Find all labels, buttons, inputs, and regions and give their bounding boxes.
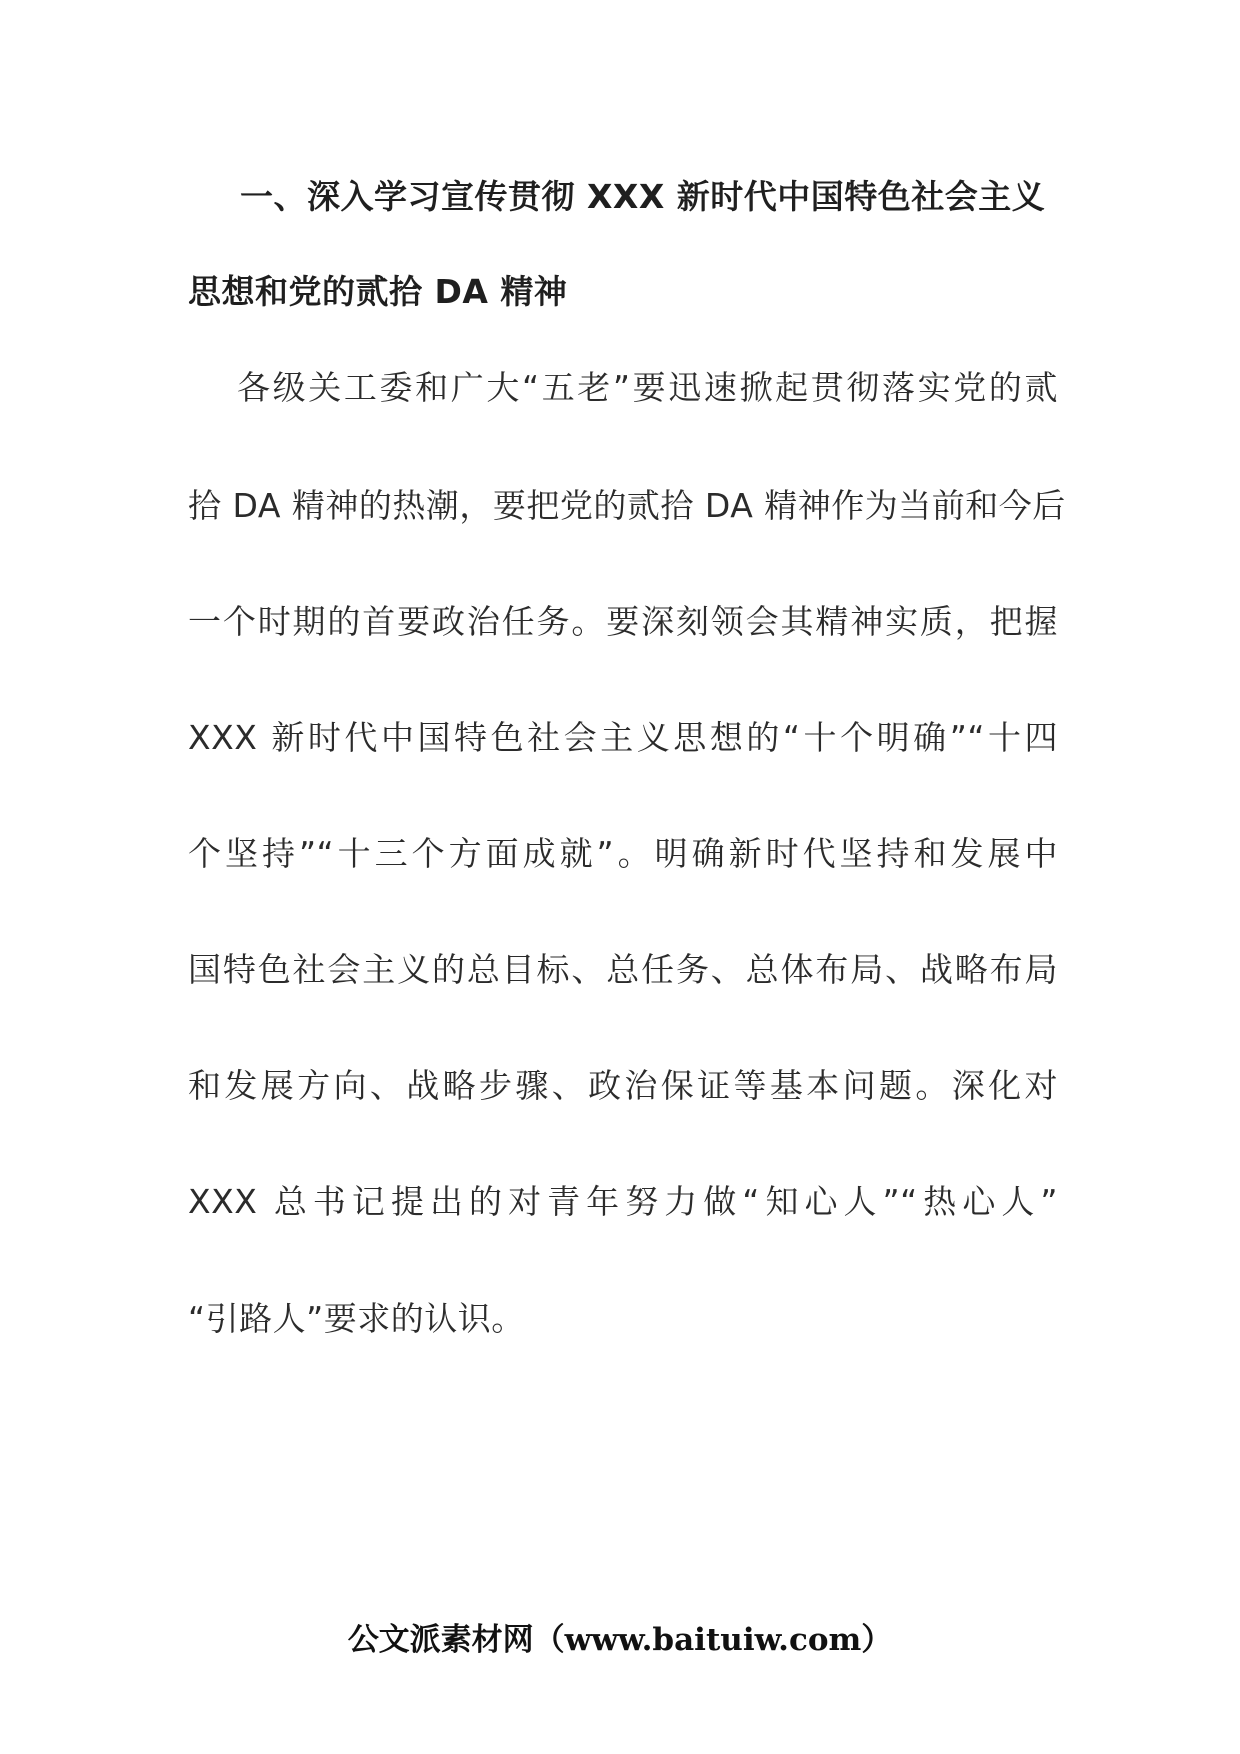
section-heading-line-1: 一、深入学习宣传贯彻 XXX 新时代中国特色社会主义 <box>240 177 1046 216</box>
paragraph-line-5: 个坚持”“十三个方面成就”。明确新时代坚持和发展中 <box>188 834 1058 873</box>
section-heading-line-2: 思想和党的贰拾 DA 精神 <box>188 272 568 311</box>
paragraph-line-3: 一个时期的首要政治任务。要深刻领会其精神实质，把握 <box>188 602 1058 641</box>
paragraph-line-2: 拾 DA 精神的热潮，要把党的贰拾 DA 精神作为当前和今后 <box>188 486 1066 525</box>
paragraph-line-6: 国特色社会主义的总目标、总任务、总体布局、战略布局 <box>188 950 1058 989</box>
paragraph-line-7: 和发展方向、战略步骤、政治保证等基本问题。深化对 <box>188 1066 1058 1105</box>
footer-watermark: 公文派素材网（www.baituiw.com） <box>347 1622 893 1658</box>
paragraph-line-4: XXX 新时代中国特色社会主义思想的“十个明确”“十四 <box>188 718 1058 757</box>
paragraph-line-8: XXX 总书记提出的对青年努力做“知心人”“热心人” <box>188 1182 1058 1221</box>
paragraph-line-9: “引路人”要求的认识。 <box>188 1299 525 1338</box>
paragraph-line-1: 各级关工委和广大“五老”要迅速掀起贯彻落实党的贰 <box>237 368 1058 407</box>
